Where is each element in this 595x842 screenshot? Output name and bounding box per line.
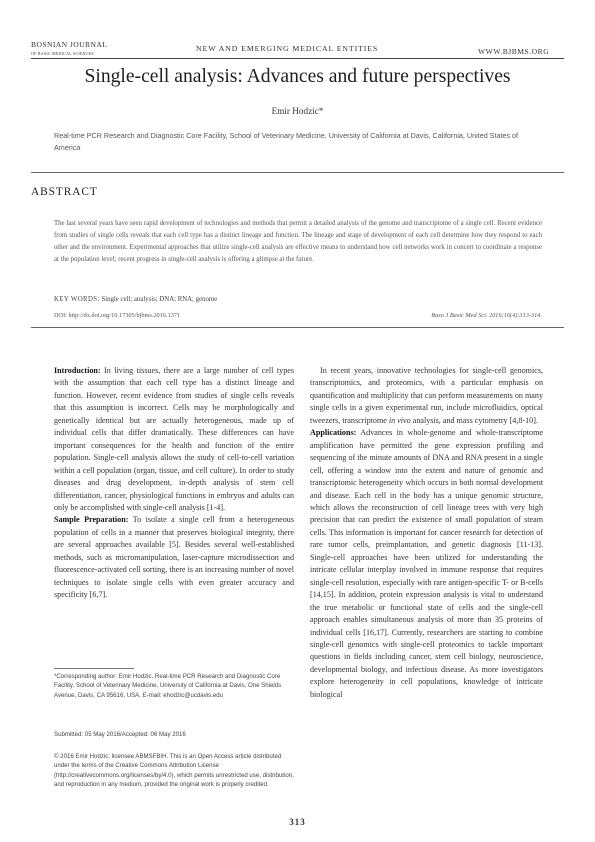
introduction-label: Introduction: — [54, 366, 101, 375]
section-label: NEW AND EMERGING MEDICAL ENTITIES — [196, 44, 379, 53]
abstract-text: The last several years have seen rapid development of technologies and methods that permit a detailed analysis of the genome and transcriptome of a single cell. Recent evidence from studies of single cells reveals that each cell type has a distinct lineage and function. The lineage and stage of development of each cell determine how they respond to each other and the environment. Experimental approaches that utilize single-cell analysis are effective means to understand how cell networks work in concert to coordinate a response at the population level; recent progress in single-cell analysis is offering a glimpse at the future. — [54, 220, 542, 263]
journal-name-line2: OF BASIC MEDICAL SCIENCES — [31, 52, 94, 56]
license-notice: © 2016 Emir Hodzic; licensee ABMSFBIH. This is an Open Access article distributed under the terms of the Creative Commons Attribution License (http://creativecommons.org/licenses/by/4.0), which permits unrestricted use, distribution, and reproduction in any medium, provided the original work is properly credited. — [54, 753, 294, 789]
paragraph-technologies — [310, 365, 543, 427]
author-affiliation: Real-time PCR Research and Diagnostic Core Facility, School of Veterinary Medicine, University of California at Davis, California, United States of America — [54, 131, 519, 152]
doi-link[interactable]: DOI: http://dx.doi.org/10.17305/bjbms.2016.1371 — [54, 312, 181, 319]
applications-label: Applications: — [310, 428, 357, 438]
article-author: Emir Hodzic* — [271, 106, 324, 116]
applications-text: Advances in whole-genome and whole-transcriptome amplification have permitted the gene expression profiling and sequencing of the minute amounts of DNA and RNA present in a single cell, offering a window into the extent and nature of genomic and transcriptomic heterogeneity which occurs in both normal development and disease. Each cell in the body has a unique genomic structure, which allows the reconstruction of cell lineage trees with very high precision that can predict the existence of small population of steam cells. This information is important for cancer research for detection of rare tumor cells, preimplantation, and genetic diagnosis [11-13]. Single-cell approaches have been utilized for understanding the intricate cellular interplay involved in immune response that requires single-cell resolution, especially with rare antigen-specific T- or B-cells [14,15]. In addition, protein expression analysis is vital to understand the true metabolic or functional state of cells and the single-cell approach enables simultaneous analysis of more than 35 proteins of individual cells [16,17]. Currently, researchers are starting to combine single-cell genomics with single-cell proteomics to tackle important questions in fields including cancer, stem cell biology, neuroscience, developmental biology, and infectious disease. As more investigators explore heterogeneity in cell populations, knowledge of intricate biological — [310, 428, 543, 699]
sample-preparation-text: To isolate a single cell from a heterogeneous population of cells in a manner that preserves biological integrity, there are several approaches available [5]. Besides several well-established methods, such as micromanipulation, laser-capture microdissection and fluorescence-activated cell sorting, there is an increasing number of novel techniques to isolate single cells with even greater accuracy and specificity [6,7]. — [54, 515, 295, 600]
journal-website-link[interactable]: WWW.BJBMS.ORG — [478, 47, 550, 56]
keywords-label: KEY WORDS: — [54, 296, 100, 303]
paragraph-introduction — [54, 365, 294, 514]
submission-dates: Submitted: 05 May 2016/Accepted: 06 May 2016 — [54, 731, 186, 738]
body-column-right — [310, 365, 543, 701]
body-column-left — [54, 365, 294, 602]
abstract-heading: ABSTRACT — [31, 186, 98, 198]
abstract-bottom-rule — [31, 327, 564, 328]
correspondence-footnote: *Corresponding author: Emir Hodzic, Real-time PCR Research and Diagnostic Core Facility, School of Veterinary Medicine, University of California at Davis, One Shields Avenue, Davis, CA 95616, USA. E-mail: ehodzic@ucdavis.edu — [54, 673, 282, 699]
page-number: 313 — [289, 817, 306, 827]
paragraph-applications — [310, 427, 543, 701]
article-title: Single-cell analysis: Advances and future perspectives — [84, 66, 511, 87]
journal-name — [31, 41, 121, 58]
technologies-text-end: analysis, and mass cytometry [4,8-10]. — [410, 415, 538, 425]
citation: Bosn J Basic Med Sci. 2016;16(4):313-314. — [431, 312, 542, 319]
footnote-rule — [54, 668, 134, 669]
in-vivo-italic: in vivo — [388, 415, 411, 425]
journal-name-line1: BOSNIAN JOURNAL — [31, 40, 108, 49]
abstract-top-rule — [31, 172, 564, 173]
paragraph-sample-preparation — [54, 514, 294, 601]
introduction-text: In living tissues, there are a large number of cell types with the assumption that each cell type has a distinct lineage and function. However, recent evidence from studies of single cells reveals that this assumption is incorrect. Cells may be morphologically and genetically identical but are actually heterogeneous, made up of individual cells that differ dramatically. These differences can have important consequences for the health and function of the entire population. Single-cell analysis allows the study of cell-to-cell variation within a cell population (organ, tissue, and cell culture). In order to study diseases and drug development, in-depth analysis of stem cell differentiation, cancer, physiological functions in embryos and adults can only be accomplished with single-cell analysis [1-4]. — [54, 366, 294, 512]
keywords-list: Single cell; analysis; DNA; RNA; genome — [101, 296, 218, 303]
sample-preparation-label: Sample Preparation: — [54, 515, 129, 525]
keywords — [54, 296, 217, 303]
header-rule — [31, 58, 564, 59]
technologies-text: In recent years, innovative technologies for single-cell genomics, transcriptomics, and proteomics, with a particular emphasis on quantification and multiplicity that can perform measurements on many single cells in a given experimental run, include microfluidics, optical tweezers, transcriptome — [310, 366, 543, 425]
